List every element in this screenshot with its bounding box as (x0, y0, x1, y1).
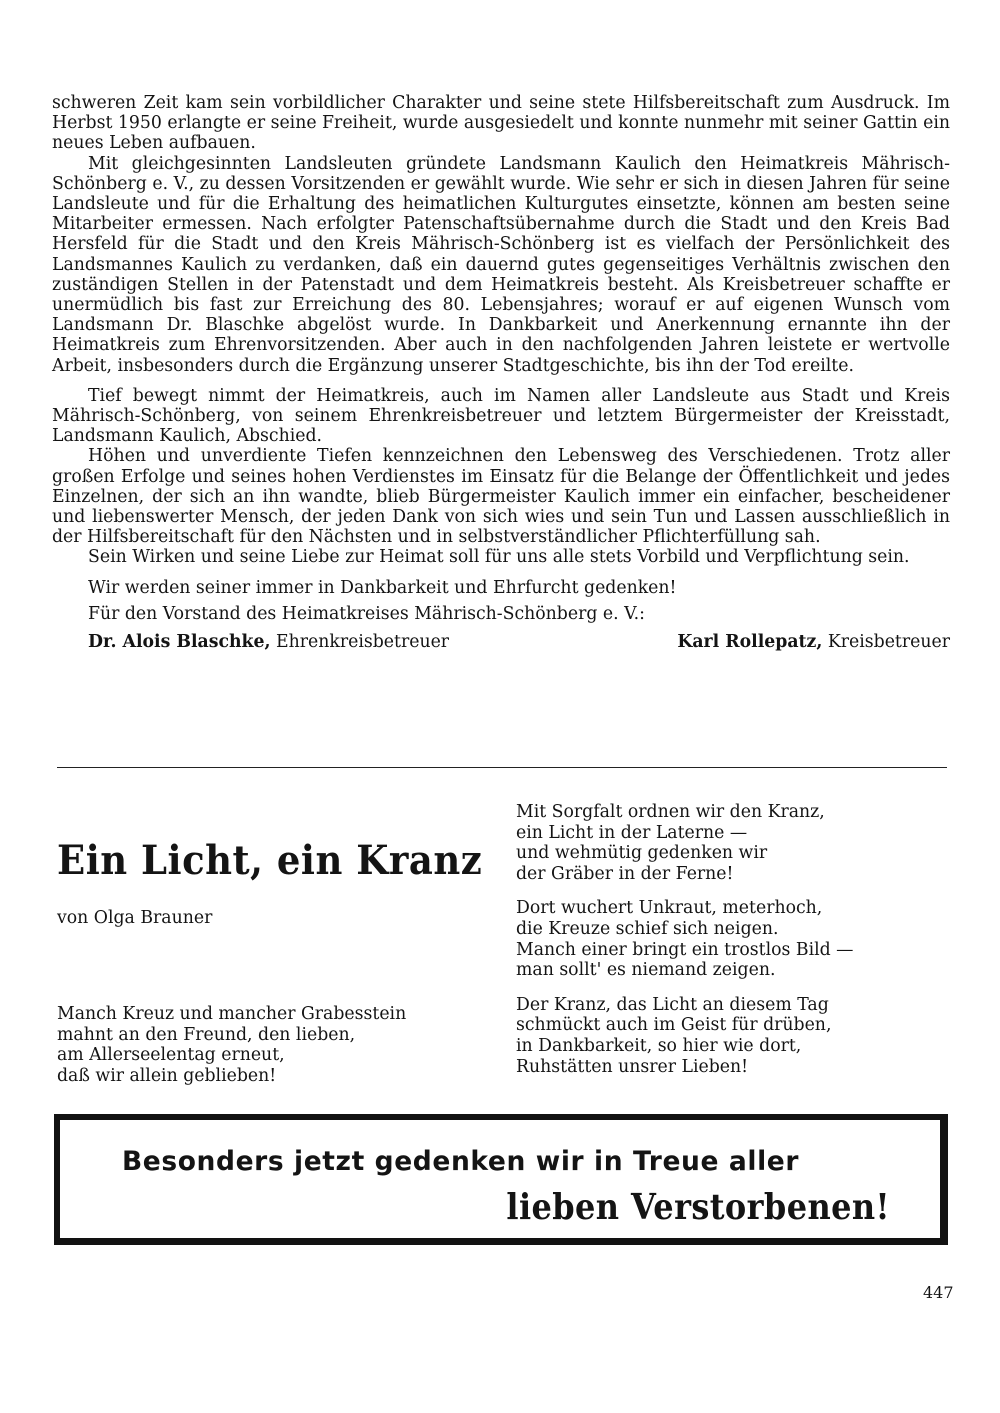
poem-line: in Dankbarkeit, so hier wie dort, (516, 1035, 802, 1056)
poem-stanza (516, 802, 916, 884)
closing-line: Wir werden seiner immer in Dankbarkeit und Ehrfurcht gedenken! (88, 577, 677, 598)
poem-title: Ein Licht, ein Kranz (57, 836, 483, 884)
board-line: Für den Vorstand des Heimatkreises Mährisch-Schönberg e. V.: (88, 603, 645, 624)
poem-right-column (516, 802, 916, 1077)
poem-line: der Gräber in der Ferne! (516, 863, 734, 884)
obituary-paragraph: schweren Zeit kam sein vorbildlicher Charakter und seine stete Hilfsbereitschaft zum Ausdruck. Im Herbst 1950 erlangte er seine Freiheit, wurde ausgesiedelt und konnte nunmehr mit seiner Gattin ein neues Leben aufbauen. (52, 93, 950, 154)
poem-line: Ruhstätten unsrer Lieben! (516, 1056, 749, 1077)
poem-author: von Olga Brauner (57, 908, 213, 928)
signature-line (52, 632, 950, 652)
poem-line: daß wir allein geblieben! (57, 1065, 277, 1086)
poem-line: und wehmütig gedenken wir (516, 843, 768, 864)
obituary-paragraph: Höhen und unverdiente Tiefen kennzeichnen den Lebensweg des Verschiedenen. Trotz aller großen Erfolge und seines hohen Verdienstes im Einsatz für die Belange der Öffentlichkeit und jedes Einzelnen, der sich an ihn wandte, blieb Bürgermeister Kaulich immer ein einfacher, bescheidener und liebenswerter Mensch, der jeden Dank von sich wies und sein Tun und Lassen ausschließlich in der Hilfsbereitschaft für den Nächsten und in selbstverständlicher Pflichterfüllung sah. (52, 446, 950, 548)
poem-line: Manch einer bringt ein trostlos Bild — (516, 939, 854, 960)
memorial-banner (54, 1114, 948, 1245)
signature-right: Karl Rollepatz, Kreisbetreuer (677, 632, 950, 653)
poem-stanza (516, 898, 916, 980)
poem-line: Mit Sorgfalt ordnen wir den Kranz, (516, 802, 825, 822)
poem-line: man sollt' es niemand zeigen. (516, 960, 776, 981)
obituary-paragraph: Sein Wirken und seine Liebe zur Heimat soll für uns alle stets Vorbild und Verpflichtung sein. (88, 547, 910, 568)
poem-header (57, 800, 487, 1086)
page-number: 447 (923, 1283, 954, 1302)
banner-line-1: Besonders jetzt gedenken wir in Treue aller (122, 1146, 799, 1177)
poem-line: ein Licht in der Laterne — (516, 822, 748, 843)
poem-stanza (57, 1004, 406, 1086)
poem-line: Manch Kreuz und mancher Grabesstein (57, 1004, 407, 1024)
poem-line: die Kreuze schief sich neigen. (516, 918, 779, 939)
poem-line: mahnt an den Freund, den lieben, (57, 1024, 356, 1045)
obituary-paragraph: Mit gleichgesinnten Landsleuten gründete Landsmann Kaulich den Heimatkreis Mährisch-Schönberg e. V., zu dessen Vorsitzenden er gewählt wurde. Wie sehr er sich in diesen Jahren für seine Landsleute und für die Erhaltung des heimatlichen Kulturgutes einsetzte, können am besten seine Mitarbeiter ermessen. Nach erfolgter Patenschaftsübernahme durch die Stadt und den Kreis Bad Hersfeld für die Stadt und den Kreis Mährisch-Schönberg ist es vielfach der Persönlichkeit des Landsmannes Kaulich zu verdanken, daß ein dauernd gutes gegenseitiges Verhältnis zwischen den zuständigen Stellen in der Patenstadt und dem Heimatkreis besteht. Als Kreisbetreuer schaffte er unermüdlich bis fast zur Erreichung des 80. Lebensjahres; worauf er auf eigenen Wunsch vom Landsmann Dr. Blaschke abgelöst wurde. In Dankbarkeit und Anerkennung ernannte ihn der Heimatkreis zum Ehrenvorsitzenden. Aber auch in den nachfolgenden Jahren leistete er wertvolle Arbeit, insbesonders durch die Ergänzung unserer Stadtgeschichte, bis ihn der Tod ereilte. (52, 153, 950, 376)
poem-line: Dort wuchert Unkraut, meterhoch, (516, 898, 823, 919)
obituary-text (52, 93, 950, 652)
poem-stanza (516, 995, 916, 1077)
signature-left: Dr. Alois Blaschke, Ehrenkreisbetreuer (88, 632, 450, 653)
obituary-paragraph: Tief bewegt nimmt der Heimatkreis, auch im Namen aller Landsleute aus Stadt und Kreis Mährisch-Schönberg, von seinem Ehrenkreisbetreuer und letztem Bürgermeister der Kreisstadt, Landsmann Kaulich, Abschied. (52, 385, 950, 447)
poem-line: Der Kranz, das Licht an diesem Tag (516, 994, 829, 1015)
poem-line: am Allerseelentag erneut, (57, 1045, 285, 1066)
banner-line-2: lieben Verstorbenen! (506, 1186, 890, 1228)
poem-line: schmückt auch im Geist für drüben, (516, 1015, 832, 1036)
section-divider (57, 767, 947, 768)
